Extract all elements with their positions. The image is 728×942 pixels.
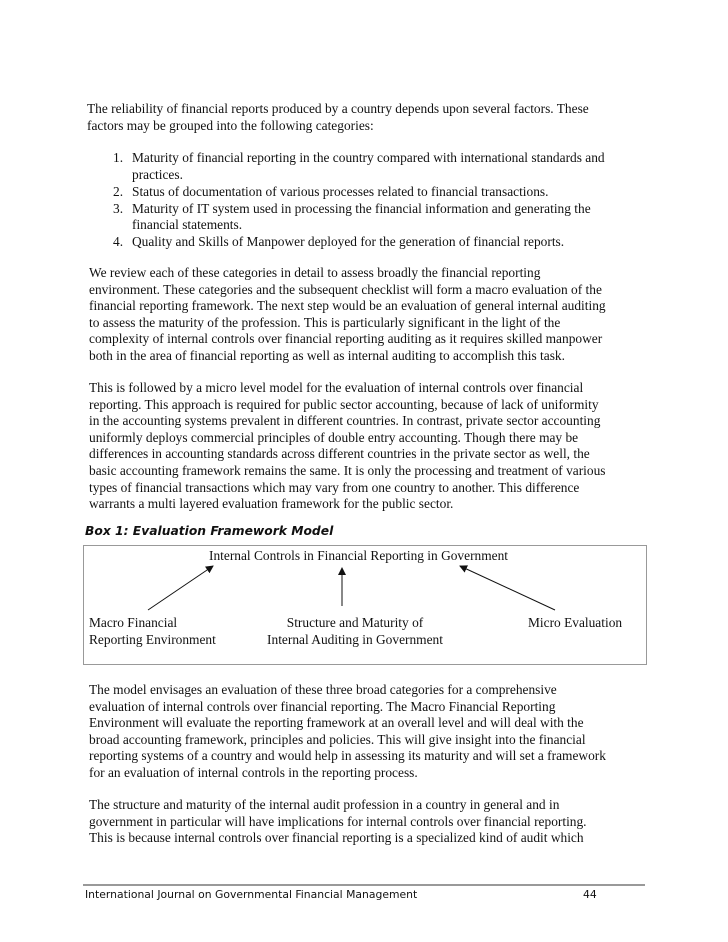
- footer-divider: [83, 884, 645, 886]
- box-title: Box 1: Evaluation Framework Model: [85, 524, 334, 538]
- paragraph-micro-model: This is followed by a micro level model for the evaluation of internal controls over financial reporting. This approach is required for public sector accounting, because of lack of uniformity in the accounting systems prevalent in different countries. In contrast, private sector accounting uniformly deploys commercial principles of double entry accounting. Though there may be differences in accounting standards across different countries in the private sector as well, the basic accounting framework remains the same. It is only the processing and treatment of various types of financial transactions which may vary from one country to another. This difference warrants a multi layered evaluation framework for the public sector.: [89, 380, 606, 512]
- intro-paragraph: The reliability of financial reports produced by a country depends upon several factors. These factors may be grouped into the following categories:: [87, 101, 589, 133]
- paragraph-structure: The structure and maturity of the internal audit profession in a country in general and in government in particular will have implications for internal controls over financial reporting. This is because internal controls over financial reporting is a specialized kind of audit which: [89, 797, 587, 846]
- list-item: 1. Maturity of financial reporting in the country compared with international standards and practices.: [113, 150, 605, 182]
- diagram-right-node: Micro Evaluation: [528, 615, 623, 630]
- paragraph-model: The model envisages an evaluation of these three broad categories for a comprehensive evaluation of internal controls over financial reporting. The Macro Financial Reporting Environment will evaluate the reporting framework at an overall level and will deal with the broad accounting framework, principles and policies. This will give insight into the financial reporting systems of a country and would help in assessing its maturity and will set a framework for an evaluation of internal controls in the reporting process.: [89, 682, 606, 780]
- diagram-center-node: Structure and Maturity of Internal Auditing in Government: [267, 615, 443, 647]
- page-number: 44: [583, 888, 597, 901]
- arrow-left: [148, 566, 213, 610]
- list-item: 4. Quality and Skills of Manpower deployed for the generation of financial reports.: [113, 233, 565, 249]
- arrow-right: [460, 566, 555, 610]
- footer-journal-name: International Journal on Governmental Financial Management: [85, 888, 418, 901]
- diagram-top-node: Internal Controls in Financial Reporting in Government: [209, 548, 509, 563]
- paragraph-review: We review each of these categories in detail to assess broadly the financial reporting environment. These categories and the subsequent checklist will form a macro evaluation of the financial reporting framework. The next step would be an evaluation of general internal auditing to assess the maturity of the profession. This is particularly significant in the light of the complexity of internal controls over financial reporting auditing as it requires skilled manpower both in the area of financial reporting as well as internal auditing to accomplish this task.: [89, 265, 606, 363]
- diagram-left-node: Macro Financial Reporting Environment: [89, 615, 216, 647]
- list-item: 3. Maturity of IT system used in processing the financial information and generating the financial statements.: [113, 200, 591, 233]
- list-item: 2. Status of documentation of various processes related to financial transactions.: [113, 183, 549, 199]
